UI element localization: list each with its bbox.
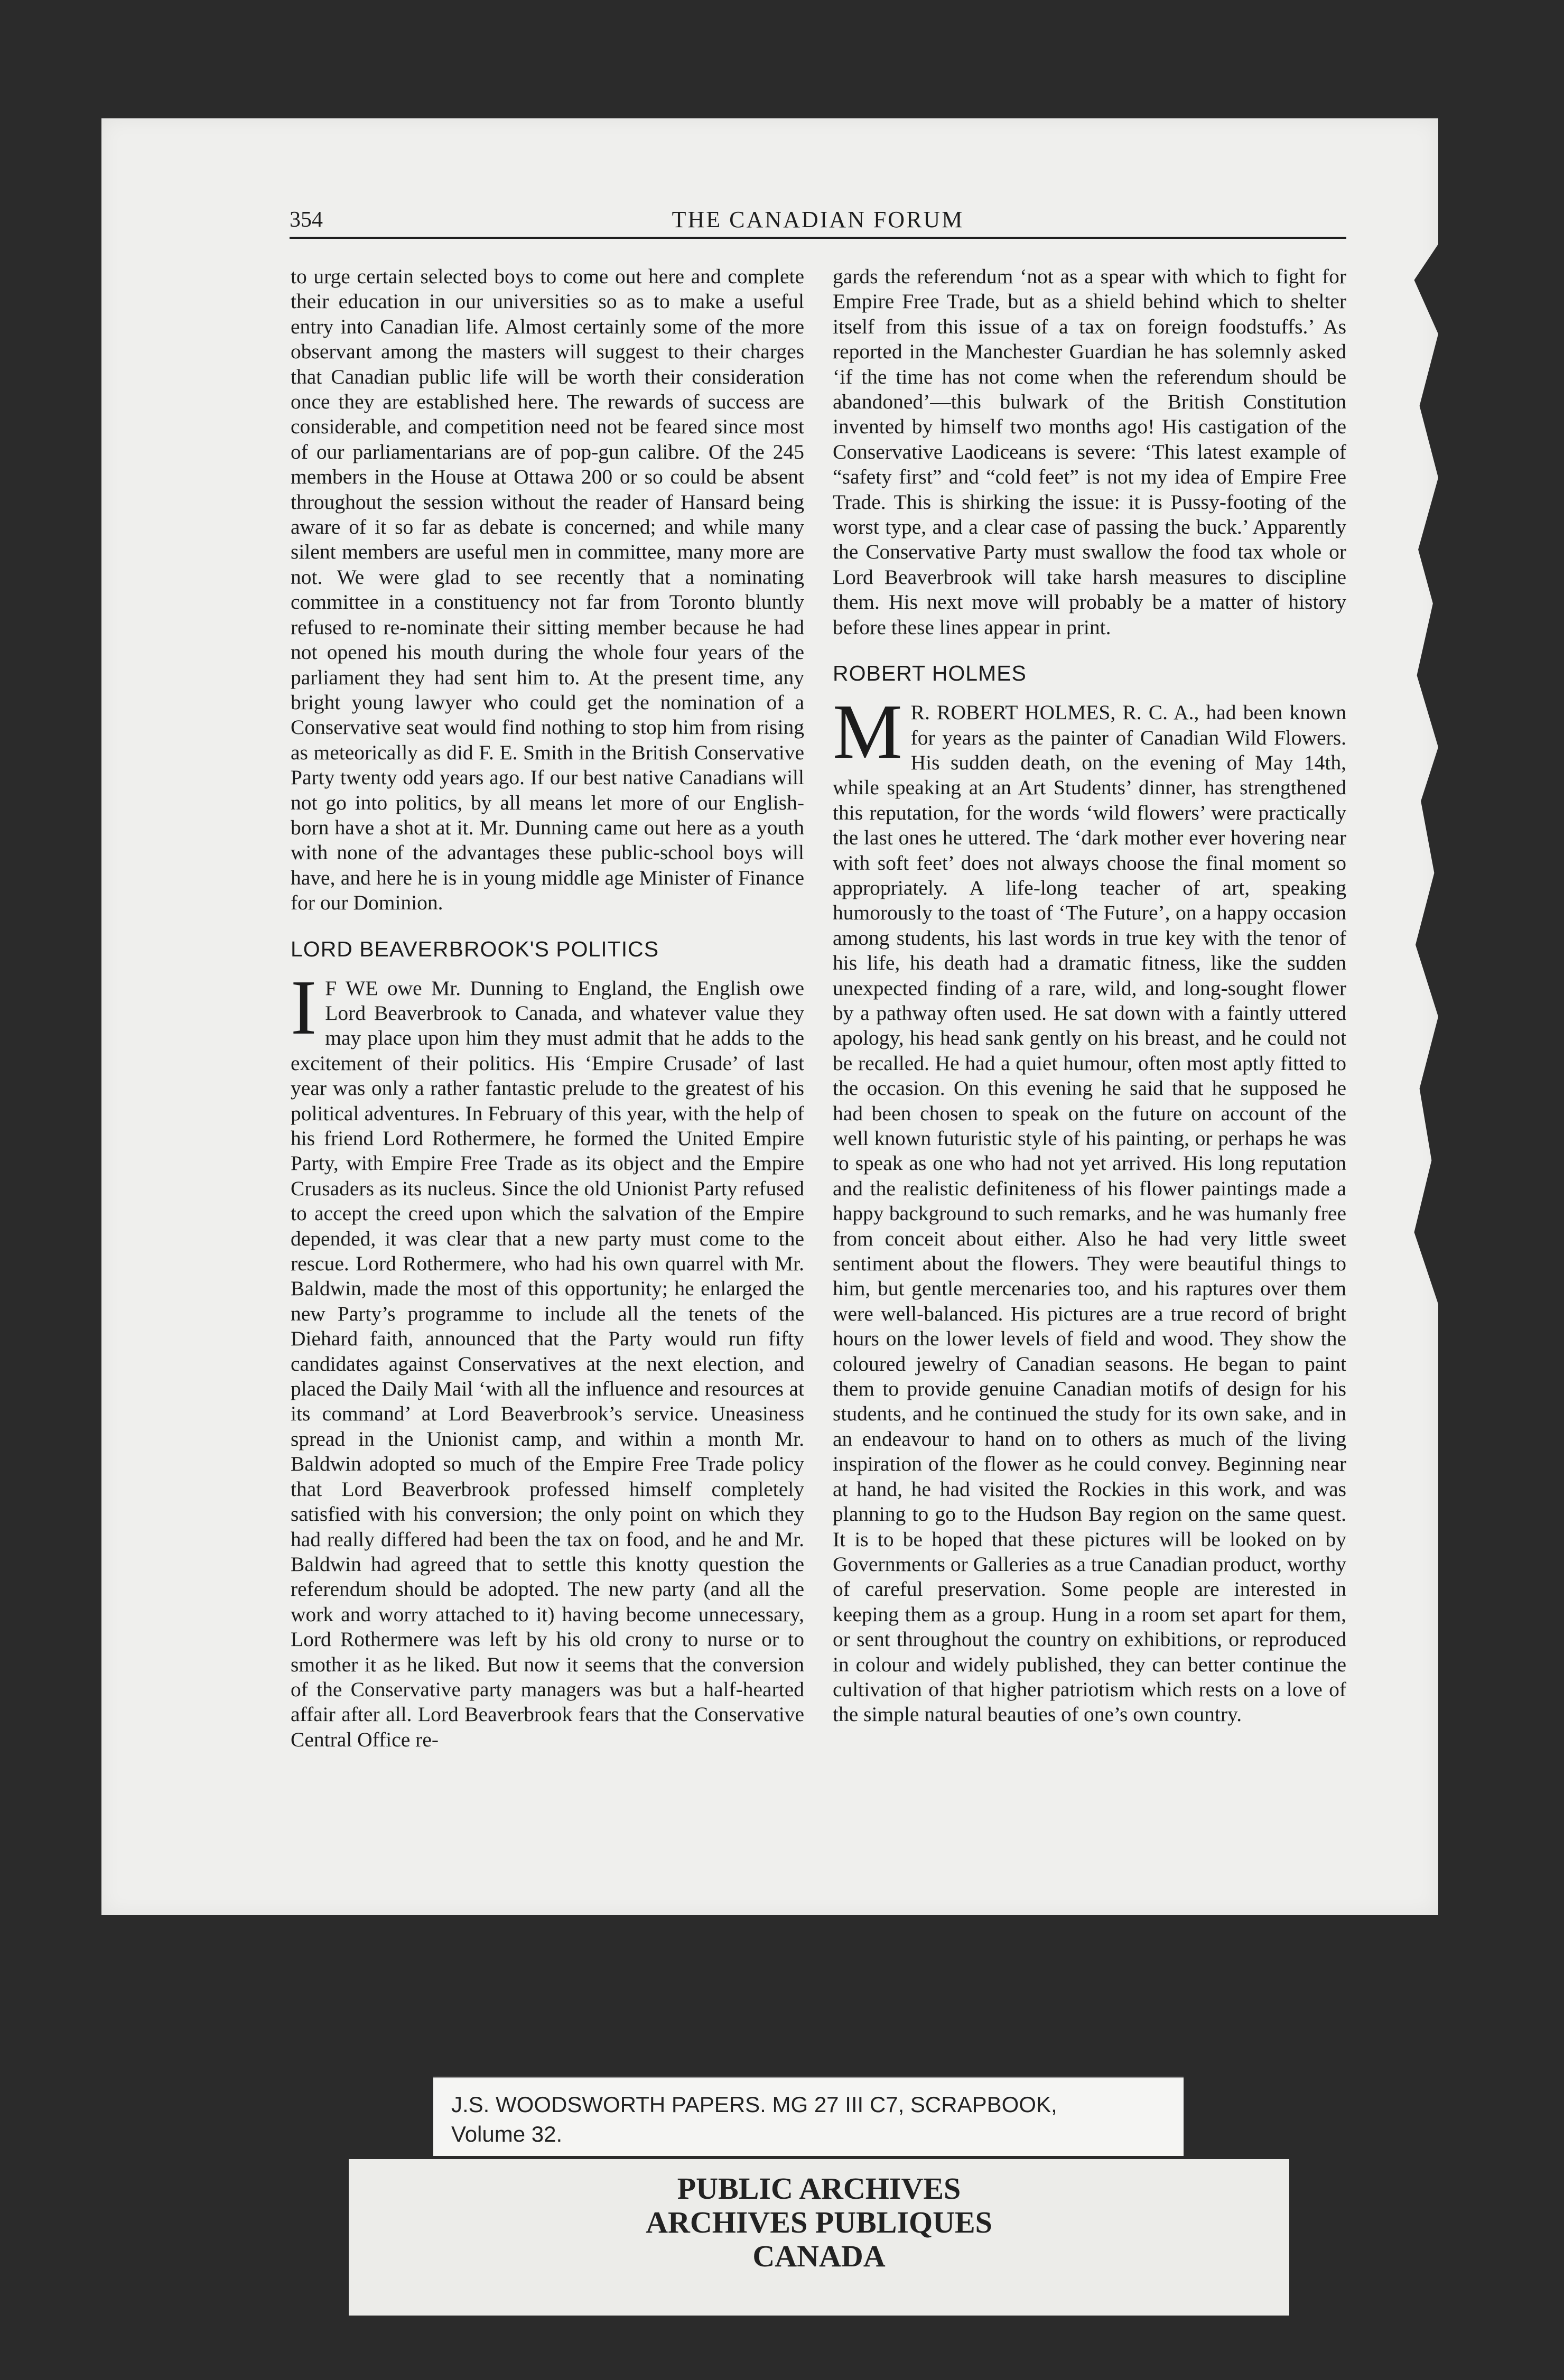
archives-stamp-line3: CANADA — [752, 2239, 886, 2273]
intro-paragraph: to urge certain selected boys to come out here and complete their education in our universities so as to make a useful entry into Canadian life. Almost certainly some of the more observant among the masters will suggest to their charges that Canadian public life will be worth their consideration once they are established here. The rewards of success are considerable, and competition need not be feared since most of our parliamentarians are of pop-gun calibre. Of the 245 members in the House at Ottawa 200 or so could be absent throughout the session without the reader of Hansard being aware of it so far as debate is concerned; and while many silent members are useful men in committee, many more are not. We were glad to see recently that a nominating committee in a constituency not far from Toronto bluntly refused to re-nominate their sitting member because he had not opened his mouth during the whole four years of the parliament they had sent him to. At the present time, any bright young lawyer who could get the nomination of a Conservative seat would find nothing to stop him from rising as meteorically as did F. E. Smith in the British Conservative Party twenty odd years ago. If our best native Canadians will not go into politics, by all means let more of our English-born have a shot at it. Mr. Dunning came out here as a youth with none of the advantages these public-school boys will have, and here he is in young middle age Minister of Finance for our Dominion. — [291, 265, 804, 915]
journal-title: THE CANADIAN FORUM — [672, 207, 964, 233]
right-column — [833, 264, 1346, 1786]
holmes-heading: ROBERT HOLMES — [833, 661, 1027, 686]
holmes-article — [833, 689, 1346, 1727]
beaverbrook-article — [291, 964, 804, 1753]
scrapbook-label-line2: Volume 32. — [451, 2122, 563, 2146]
archives-stamp-line1: PUBLIC ARCHIVES — [677, 2171, 961, 2206]
continuation-paragraph: gards the referendum ‘not as a spear with which to fight for Empire Free Trade, but as a shield behind which to shelter itself from this issue of a tax on foreign foodstuffs.’ As reported in the Manchester Guardian he has solemnly asked ‘if the time has not come when the referendum should be abandoned’—this bulwark of the British Constitution invented by himself two months ago! His castigation of the Conservative Laodiceans is severe: ‘This latest example of “safety first” and “cold feet” is not my idea of Empire Free Trade. This is shirking the issue: it is Pussy-footing of the worst type, and a clear case of passing the buck.’ Apparently the Conservative Party must swallow the food tax whole or Lord Beaverbrook will take harsh measures to discipline them. His next move will probably be a matter of history before these lines appear in print. — [833, 265, 1346, 639]
archives-stamp-line2: ARCHIVES PUBLIQUES — [646, 2205, 992, 2239]
scrapbook-label — [433, 2077, 1184, 2156]
page-number: 354 — [290, 208, 323, 232]
archives-stamp — [349, 2159, 1289, 2316]
drop-cap: M — [833, 689, 902, 776]
beaverbrook-heading: LORD BEAVERBROOK'S POLITICS — [291, 936, 659, 961]
beaverbrook-body: F WE owe Mr. Dunning to England, the English owe Lord Beaverbrook to Canada, and whatever value they may place upon him they must admit that he adds to the excitement of their politics. His ‘Empire Crusade’ of last year was only a rather fantastic prelude to the greatest of his political adventures. In February of this year, with the help of his friend Lord Rothermere, he formed the United Empire Party, with Empire Free Trade as its object and the Empire Crusaders as its nucleus. Since the old Unionist Party refused to accept the creed upon which the salvation of the Empire depended, it was clear that a new party must come to the rescue. Lord Rothermere, who had his own quarrel with Mr. Baldwin, made the most of this opportunity; he enlarged the new Party’s programme to include all the tenets of the Diehard faith, announced that the Party would run fifty candidates against Conservatives at the next election, and placed the Daily Mail ‘with all the influence and resources at its command’ at Lord Beaverbrook’s service. Uneasiness spread in the Unionist camp, and within a month Mr. Baldwin adopted so much of the Empire Free Trade policy that Lord Beaverbrook professed himself completely satisfied with his conversion; the only point on which they had really differed had been the tax on food, and he and Mr. Baldwin had agreed that to settle this knotty question the referendum should be adopted. The new party (and all the work and worry attached to it) having become unnecessary, Lord Rothermere was left by his old crony to nurse or to smother it as he liked. But now it seems that the conversion of the Conservative party managers was but a half-hearted affair after all. Lord Beaverbrook fears that the Conservative Central Office re- — [291, 976, 804, 1751]
holmes-body: R. ROBERT HOLMES, R. C. A., had been known for years as the painter of Canadian Wild Flowers. His sudden death, on the evening of May 14th, while speaking at an Art Students’ dinner, has strengthened this reputation, for the words ‘wild flowers’ were practically the last ones he uttered. The ‘dark mother ever hovering near with soft feet’ does not always choose the final moment so appropriately. A life-long teacher of art, speaking humorously to the toast of ‘The Future’, on a happy occasion among students, his last words in true key with the tenor of his life, his death had a dramatic fitness, like the sudden unexpected finding of a rare, wild, and long-sought flower by a pathway often used. He sat down with a faintly uttered apology, his head sank gently on his breast, and he could not be recalled. He had a quiet humour, often most aptly fitted to the occasion. On this evening he said that he supposed he had been chosen to speak on the future on account of the well known futuristic style of his painting, or perhaps he was to speak as one who had not yet arrived. His long reputation and the realistic definiteness of his flower paintings made a happy background to such remarks, and he was humanly free from conceit about either. Also he had very little sweet sentiment about the flowers. They were beautiful things to him, but gentle mercenaries too, and his raptures over them were well-balanced. His pictures are a true record of bright hours on the lower levels of field and wood. They show the coloured jewelry of Canadian seasons. He began to paint them to provide genuine Canadian motifs of design for his students, and he continued the study for its own sake, and in an endeavour to hand on to others as much of the living inspiration of the flower as he could convey. Beginning near at hand, he had visited the Rockies in this work, and was planning to go to the Hudson Bay region on the same quest. It is to be hoped that these pictures will be looked on by Governments or Galleries as a true Canadian product, worthy of careful preservation. Some people are interested in keeping them as a group. Hung in a room set apart for them, or sent throughout the country on exhibitions, or reproduced in colour and widely published, they can better continue the cultivation of that higher patriotism which rests on a love of the simple natural beauties of one’s own country. — [833, 701, 1346, 1726]
scrapbook-label-line1: J.S. WOODSWORTH PAPERS. MG 27 III C7, SCRAPBOOK, — [451, 2092, 1057, 2117]
drop-cap: I — [291, 964, 317, 1051]
page-header — [290, 206, 1346, 239]
left-column — [291, 264, 804, 1786]
